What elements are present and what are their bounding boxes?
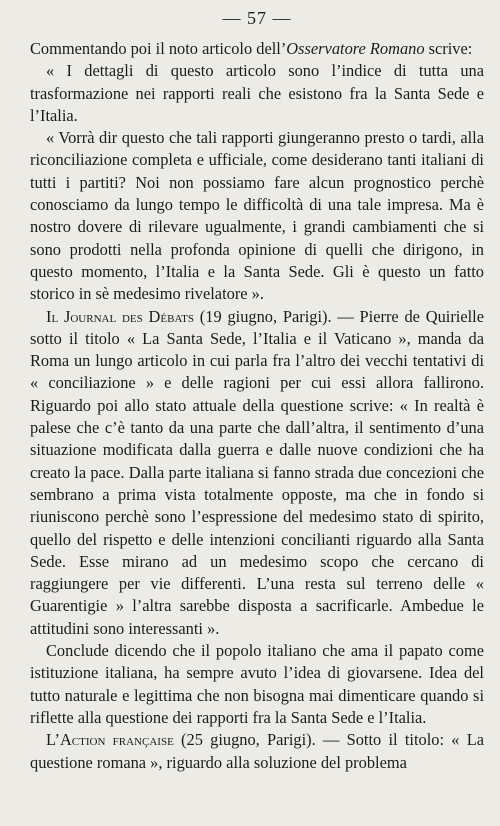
paragraph-journal-des-debats: [30, 306, 484, 640]
document-page: [30, 6, 484, 774]
paragraph-intro: [30, 38, 484, 60]
text-segment: (19 giugno, Parigi). — Pierre de Quirielle sotto il titolo « La Santa Sede, l’Italia e il Vaticano », manda da Roma un lungo articolo in cui parla fra l’altro dei vecchi tentativi di « conciliazione » e delle ragioni per cui essi allora fallirono. Riguardo poi allo stato attuale della questione scrive: « In realtà è palese che c’è tanto da una parte che dall’altra, il sentimento d’una situazione modificata dalla guerra e dalle nuove condizioni che ha creato la pace. Dalla parte italiana si fanno strada due concezioni che sembrano a prima vista totalmente opposte, ma che in fondo si riuniscono perchè sono l’espressione del medesimo stato di spirito, quello del rispetto e delle intenzioni concilianti riguardo alla Santa Sede. Esse mirano ad un medesimo scopo che cercano di raggiungere per vie differenti. L’una resta sul terreno delle « Guarentigie » l’altra sarebbe disposta a sacrificarle. Ambedue le attitudini sono interessanti ».: [30, 306, 485, 638]
text-segment: Commentando poi il noto articolo dell’: [30, 39, 287, 58]
newspaper-title-osservatore: Osservatore Romano: [286, 39, 425, 58]
paragraph-quote-1: [30, 60, 484, 127]
text-segment: « Vorrà dir questo che tali rapporti giungeranno presto o tardi, alla riconciliazione completa e ufficiale, come desiderano tanti italiani di tutti i partiti? Noi non possiamo fare alcun prognostico perchè conosciamo da lungo tempo le difficoltà di una tale impresa. Ma è nostro dovere di rilevare ugualmente, i grandi cambiamenti che si sono prodotti nella profonda opinione di quelli che dirigono, in questo momento, l’Italia e la Santa Sede. Gli è questo un fatto storico in sè medesimo rivelatore ».: [30, 128, 484, 304]
paragraph-action-francaise: [30, 729, 484, 774]
text-segment: (25 giugno, Parigi). — Sotto il titolo: « La questione romana », riguardo alla soluzione del problema: [30, 730, 484, 772]
newspaper-title-journal-des-debats: Il Journal des Débats: [46, 306, 195, 326]
text-segment: Conclude dicendo che il popolo italiano che ama il papato come istituzione italiana, ha sempre avuto l’idea di giovarsene. Idea del tutto naturale e legittima che non bisogna mai dimenticare quando si riflette alla questione dei rapporti fra la Santa Sede e l’Italia.: [30, 641, 484, 727]
newspaper-title-action-francaise: L’Action française: [46, 730, 174, 750]
paragraph-conclusion: [30, 640, 484, 729]
page-number: — 57 —: [222, 8, 292, 28]
text-segment: « I dettagli di questo articolo sono l’indice di tutta una trasformazione nei rapporti reali che esistono fra la Santa Sede e l’Italia.: [30, 61, 484, 125]
paragraph-quote-2: [30, 127, 484, 305]
text-segment: scrive:: [424, 39, 473, 58]
